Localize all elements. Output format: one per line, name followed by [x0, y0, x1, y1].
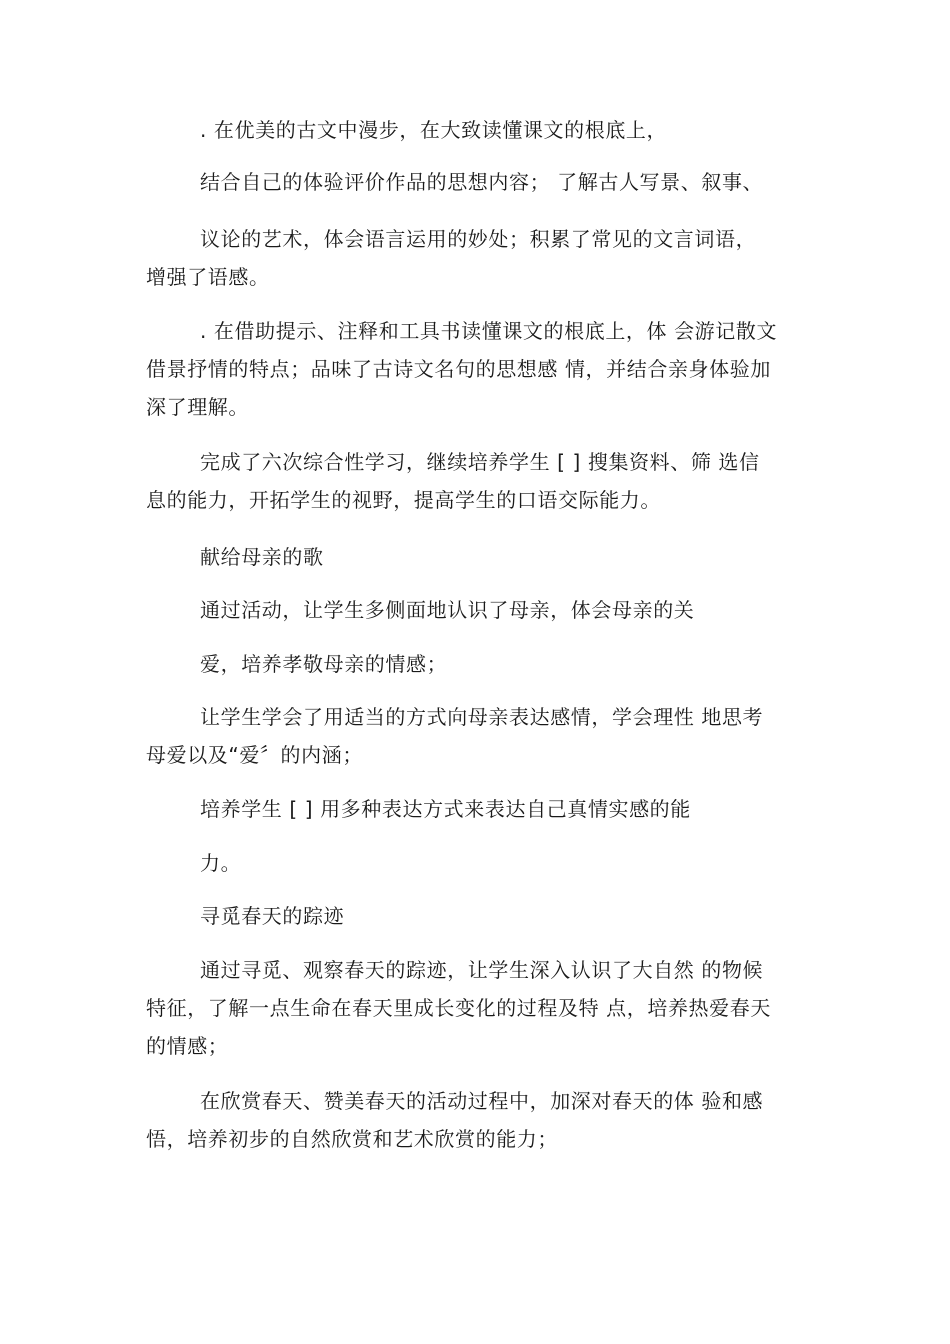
text-line-18: 通过寻觅、观察春天的踪迹，让学生深入认识了大自然 的物候: [200, 958, 764, 982]
text-line-1: . 在优美的古文中漫步，在大致读懂课文的根底上，: [200, 118, 668, 142]
text-line-14: 母爱以及“爱〞的内涵；: [146, 743, 363, 767]
text-line-5: . 在借助提示、注释和工具书读懂课文的根底上，体 会游记散文: [200, 319, 778, 343]
text-line-4: 增强了语感。: [146, 265, 270, 289]
text-line-15: 培养学生 [ ] 用多种表达方式来表达自己真情实感的能: [200, 797, 691, 821]
text-line-9: 息的能力，开拓学生的视野，提高学生的口语交际能力。: [146, 488, 661, 512]
text-line-21: 在欣赏春天、赞美春天的活动过程中，加深对春天的体 验和感: [200, 1089, 764, 1113]
text-line-22: 悟，培养初步的自然欣赏和艺术欣赏的能力；: [146, 1127, 558, 1151]
text-line-16: 力。: [200, 851, 242, 875]
text-line-3: 议论的艺术，体会语言运用的妙处；积累了常见的文言词语，: [200, 227, 757, 251]
section-heading-spring: 寻觅春天的踪迹: [200, 904, 345, 928]
text-line-11: 通过活动，让学生多侧面地认识了母亲，体会母亲的关: [200, 598, 695, 622]
text-line-20: 的情感；: [146, 1034, 229, 1058]
text-line-7: 深了理解。: [146, 395, 249, 419]
text-line-13: 让学生学会了用适当的方式向母亲表达感情，学会理性 地思考: [200, 705, 764, 729]
text-line-2: 结合自己的体验评价作品的思想内容； 了解古人写景、叙事、: [200, 170, 764, 194]
section-heading-mother: 献给母亲的歌: [200, 545, 324, 569]
text-line-19: 特征，了解一点生命在春天里成长变化的过程及特 点，培养热爱春天: [146, 996, 771, 1020]
text-line-12: 爱，培养孝敬母亲的情感；: [200, 652, 448, 676]
text-line-8: 完成了六次综合性学习，继续培养学生 [ ] 搜集资料、筛 选信: [200, 450, 760, 474]
text-line-6: 借景抒情的特点；品味了古诗文名句的思想感 情，并结合亲身体验加: [146, 357, 771, 381]
